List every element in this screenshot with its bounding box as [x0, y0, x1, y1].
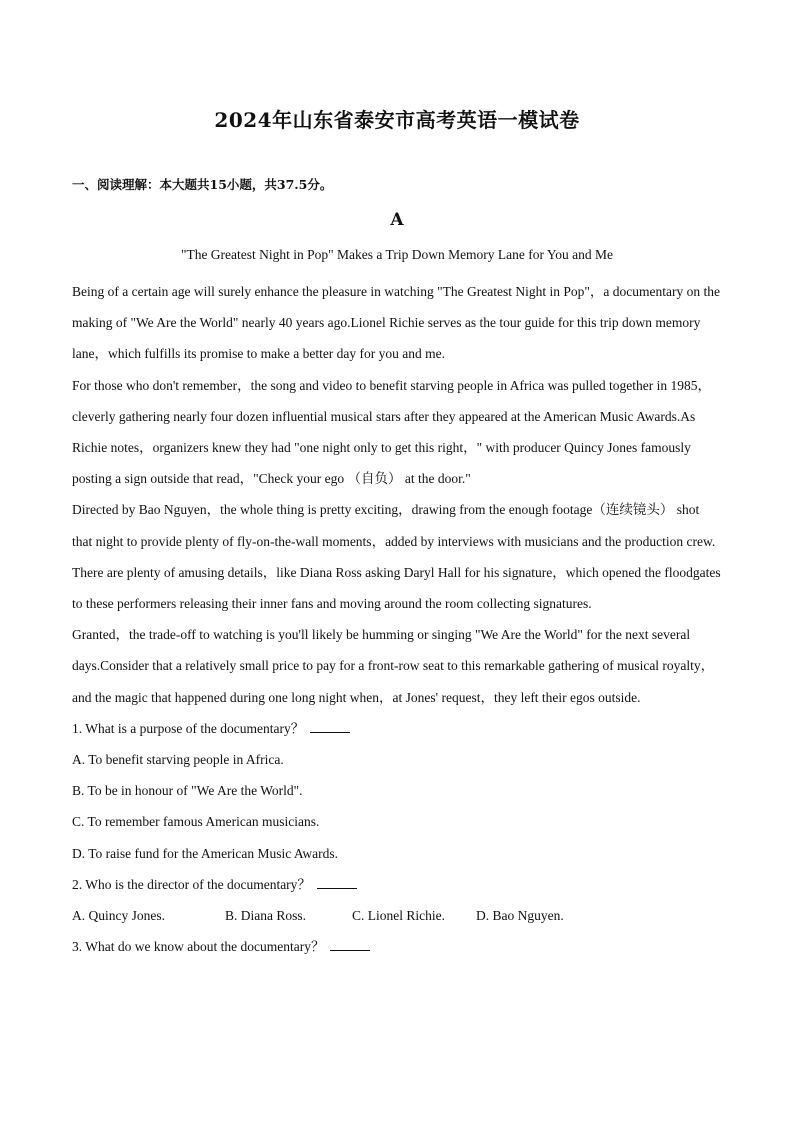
option: C. Lionel Richie.: [352, 908, 445, 924]
question-stem: 2. Who is the director of the documentary？: [72, 876, 311, 892]
option: A. To benefit starving people in Africa.: [72, 752, 284, 768]
option: B. To be in honour of "We Are the World".: [72, 783, 303, 799]
question-stem: 3. What do we know about the documentary？: [72, 939, 325, 955]
paragraph: Being of a certain age will surely enhance the pleasure in watching "The Greatest Night in Pop"，a documentary on the making of "We Are the World" nearly 40 years ago.Lionel Richie serves as the tour guide for this trip down memory lane，which fulfills its promise to make a better day for you and me.: [72, 284, 720, 362]
option: D. Bao Nguyen.: [476, 908, 564, 924]
answer-blank[interactable]: [330, 938, 370, 951]
option: C. To remember famous American musicians.: [72, 814, 320, 830]
section-heading: 一、阅读理解：本大题共15小题，共37.5分。: [72, 177, 333, 192]
option: B. Diana Ross.: [225, 908, 306, 924]
option: A. Quincy Jones.: [72, 908, 165, 924]
answer-blank[interactable]: [310, 720, 350, 733]
passage-label: A: [390, 210, 404, 230]
paragraph: Directed by Bao Nguyen，the whole thing is pretty exciting，drawing from the enough footage（连续镜头） shot that night to provide plenty of fly-on-the-wall moments，added by interviews with musicians and the production crew.: [72, 502, 716, 549]
paragraph: There are plenty of amusing details，like Diana Ross asking Daryl Hall for his signature，which opened the floodgates to these performers releasing their inner fans and moving around the room collecting signatures.: [72, 564, 721, 612]
option: D. To raise fund for the American Music Awards.: [72, 845, 339, 861]
question-2: [72, 869, 722, 900]
passage-title: "The Greatest Night in Pop" Makes a Trip Down Memory Lane for You and Me: [180, 247, 614, 262]
question-stem: 1. What is a purpose of the documentary？: [72, 720, 305, 736]
paragraph: For those who don't remember，the song and video to benefit starving people in Africa was pulled together in 1985，cleverly gathering nearly four dozen influential musical stars after they appeared at the American Music Awards.As Richie notes，organizers knew they had "one night only to get this right，" with producer Quincy Jones famously posting a sign outside that read，"Check your ego （自负） at the door.": [72, 377, 712, 487]
paragraph: Granted，the trade-off to watching is you'll likely be humming or singing "We Are the World" for the next several days.Consider that a relatively small price to pay for a front-row seat to this remarkable gathering of musical royalty，and the magic that happened during one long night when，at Jones' request，they left their egos outside.: [72, 627, 715, 705]
answer-blank[interactable]: [317, 876, 357, 889]
passage-body: [72, 276, 722, 962]
page-title: 2024年山东省泰安市高考英语一模试卷: [214, 108, 580, 132]
options-row: [72, 900, 722, 931]
question-3: [72, 931, 722, 962]
question-1: [72, 713, 722, 744]
